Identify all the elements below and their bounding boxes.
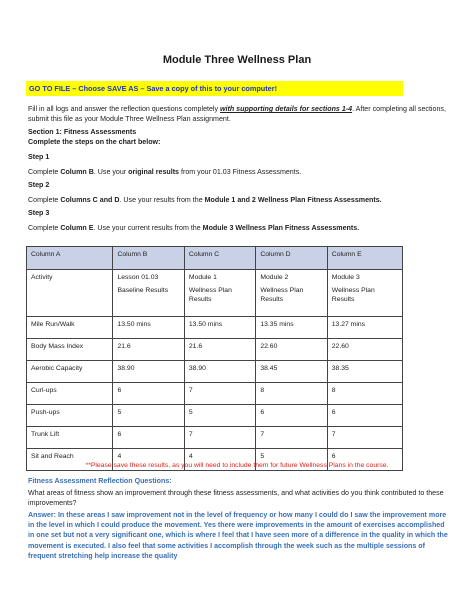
table-row (27, 317, 403, 339)
table-cell: 38.90 (184, 361, 255, 383)
activity-b-line2: Baseline Results (117, 287, 169, 294)
row-label: Mile Run/Walk (27, 317, 113, 339)
row-label: Push-ups (27, 405, 113, 427)
save-as-banner: GO TO FILE – Choose SAVE AS – Save a copy of this to your computer! (26, 81, 403, 96)
header-column-d: Column D (256, 247, 327, 270)
activity-cell-e (327, 270, 402, 317)
step-1-text-post: from your 01.03 Fitness Assessments. (179, 168, 302, 176)
step-1-column: Column B (60, 168, 94, 176)
table-cell: 38.90 (113, 361, 184, 383)
table-cell: 5 (256, 449, 327, 471)
step-3-emphasis: Module 3 Wellness Plan Fitness Assessments. (202, 224, 360, 232)
table-row (27, 427, 403, 449)
step-2-label: Step 2 (28, 181, 50, 189)
reflection-heading: Fitness Assessment Reflection Questions: (28, 477, 172, 485)
table-cell: 6 (113, 383, 184, 405)
activity-cell-c (184, 270, 255, 317)
header-column-c: Column C (184, 247, 255, 270)
activity-label: Activity (27, 270, 113, 317)
header-column-a: Column A (27, 247, 113, 270)
table-cell: 13.27 mins (327, 317, 402, 339)
activity-cell-b (113, 270, 184, 317)
intro-paragraph (28, 105, 448, 124)
table-row (27, 361, 403, 383)
table-cell: 4 (184, 449, 255, 471)
row-label: Body Mass Index (27, 339, 113, 361)
table-cell: 13.50 mins (113, 317, 184, 339)
table-cell: 7 (327, 427, 402, 449)
table-header-row (27, 247, 403, 270)
step-1-instruction (28, 168, 301, 178)
table-cell: 6 (113, 427, 184, 449)
table-row (27, 339, 403, 361)
step-1-text-mid: . Use your (93, 168, 129, 176)
table-cell: 4 (113, 449, 184, 471)
activity-d-line1: Module 2 (260, 274, 289, 281)
table-cell: 22.60 (256, 339, 327, 361)
section-heading: Section 1: Fitness Assessments (28, 128, 137, 136)
table-cell: 7 (184, 383, 255, 405)
reflection-question: What areas of fitness show an improvement through these fitness assessments, and what activities do you think contributed to these improvements? (28, 489, 444, 507)
step-1-emphasis: original results (128, 168, 180, 176)
row-label: Trunk Lift (27, 427, 113, 449)
row-label: Curl-ups (27, 383, 113, 405)
intro-emphasis: with supporting details for sections 1-4 (220, 105, 353, 113)
table-cell: 5 (184, 405, 255, 427)
activity-e-line1: Module 3 (331, 274, 360, 281)
fitness-assessment-table (26, 246, 403, 471)
table-cell: 6 (327, 449, 402, 471)
step-2-text-mid: . Use your results from the (119, 196, 205, 204)
step-2-emphasis: Module 1 and 2 Wellness Plan Fitness Assessments. (204, 196, 382, 204)
save-results-note: **Please save these results, as you will need to include them for future Wellness Plans in the course. (85, 462, 389, 469)
activity-row (27, 270, 403, 317)
table-cell: 8 (327, 383, 402, 405)
table-cell: 21.6 (113, 339, 184, 361)
step-2-column: Columns C and D (60, 196, 120, 204)
intro-text-post: . After completing all sections, submit this file as your Module Three Wellness Plan assignment. (28, 105, 446, 123)
table-cell: 22.60 (327, 339, 402, 361)
reflection-answer: Answer: In these areas I saw improvement not in the level of frequency or how many I could do I saw the improvement more in the level in which I could produce the movement. Yes there were improvements in the amount of exercises accomplished in one set but not a very significant one, which is where I feel that I have seen more of a difference in the quality in which the movement is executed. I also feel that some activities I accomplish through the week such as the multiple sessions of frequent stretching help increase the quality (28, 511, 448, 560)
row-label: Aerobic Capacity (27, 361, 113, 383)
step-3-text: Complete (28, 224, 61, 232)
table-cell: 5 (113, 405, 184, 427)
table-cell: 13.35 mins (256, 317, 327, 339)
activity-c-line1: Module 1 (188, 274, 217, 281)
activity-cell-d (256, 270, 327, 317)
table-cell: 6 (327, 405, 402, 427)
activity-e-line2: Wellness Plan Results (331, 287, 375, 303)
table-cell: 7 (256, 427, 327, 449)
table-row (27, 405, 403, 427)
table-cell: 7 (184, 427, 255, 449)
step-2-instruction (28, 196, 382, 206)
step-2-text: Complete (28, 196, 61, 204)
activity-c-line2: Wellness Plan Results (188, 287, 232, 303)
step-3-label: Step 3 (28, 209, 50, 217)
page-title: Module Three Wellness Plan (162, 54, 312, 66)
step-3-text-mid: . Use your current results from the (93, 224, 203, 232)
header-column-b: Column B (113, 247, 184, 270)
table-cell: 21.6 (184, 339, 255, 361)
table-cell: 13.50 mins (184, 317, 255, 339)
row-label: Sit and Reach (27, 449, 113, 471)
step-1-label: Step 1 (28, 153, 50, 161)
table-cell: 8 (256, 383, 327, 405)
table-cell: 38.35 (327, 361, 402, 383)
activity-b-line1: Lesson 01.03 (117, 274, 159, 281)
section-subheading: Complete the steps on the chart below: (28, 138, 161, 146)
table-cell: 38.45 (256, 361, 327, 383)
table-row (27, 383, 403, 405)
step-3-instruction (28, 224, 359, 234)
intro-text-pre: Fill in all logs and answer the reflection questions completely (28, 105, 221, 113)
step-1-text: Complete (28, 168, 61, 176)
step-3-column: Column E (60, 224, 94, 232)
header-column-e: Column E (327, 247, 402, 270)
activity-d-line2: Wellness Plan Results (260, 287, 304, 303)
table-cell: 6 (256, 405, 327, 427)
